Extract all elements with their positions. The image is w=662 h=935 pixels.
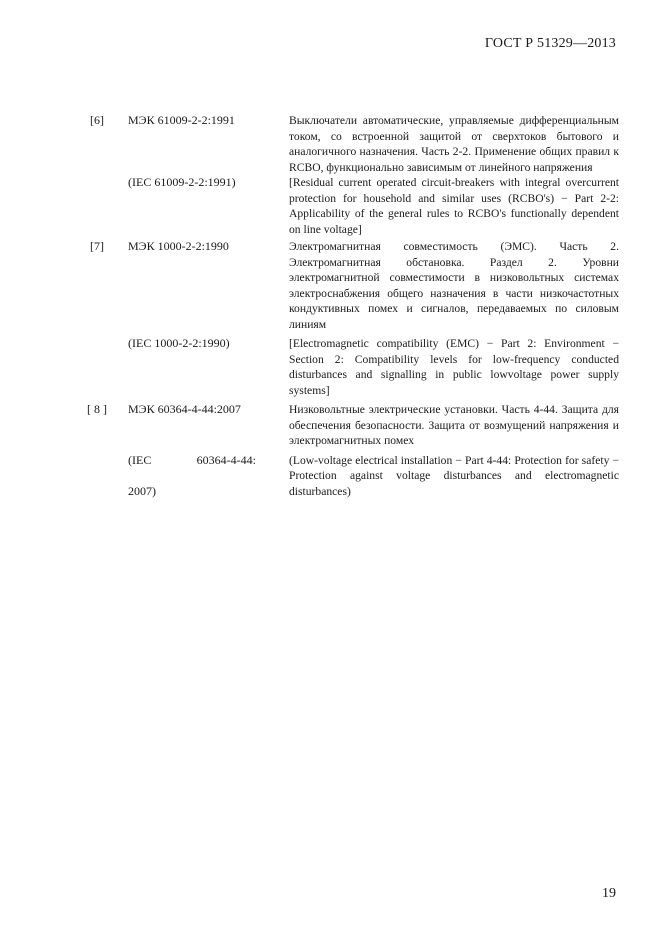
reference-en-entry bbox=[0, 453, 662, 500]
reference-ru-entry bbox=[0, 239, 662, 332]
bibliography-list bbox=[0, 113, 662, 499]
reference-en-title: (Low-voltage electrical installation − Part 4-44: Protection for safety − Protection against voltage disturbances and electromagnetic disturbances) bbox=[289, 453, 619, 498]
reference-en-code: (IEC 1000-2-2:1990) bbox=[128, 336, 230, 350]
reference-number: [ 8 ] bbox=[87, 402, 107, 416]
reference-en-code-line1: (IEC 60364-4-44: bbox=[128, 452, 256, 467]
reference-number: [6] bbox=[90, 113, 104, 127]
reference-en-title: [Residual current operated circuit-breakers with integral overcurrent protection for household and similar uses (RCBO's) − Part 2-2: Applicability of the general rules to RCBO's functionally dependent on line voltage] bbox=[289, 176, 619, 236]
reference-ru-title: Низковольтные электрические установки. Часть 4-44. Защита для обеспечения безопасности. Защита от возмущений напряжения и электромагнитных помех bbox=[289, 403, 619, 447]
document-header: ГОСТ Р 51329—2013 bbox=[484, 36, 616, 51]
reference-en-entry bbox=[0, 336, 662, 398]
reference-ru-code: МЭК 1000-2-2:1990 bbox=[128, 239, 229, 253]
reference-item bbox=[0, 402, 662, 499]
reference-en-code-line2: 2007) bbox=[128, 483, 156, 498]
reference-item bbox=[0, 239, 662, 398]
reference-en-code: (IEC 61009-2-2:1991) bbox=[128, 175, 236, 189]
page-number: 19 bbox=[602, 886, 616, 901]
reference-ru-entry bbox=[0, 402, 662, 449]
reference-number: [7] bbox=[90, 239, 104, 253]
reference-ru-title: Электромагнитная совместимость (ЭМС). Часть 2. Электромагнитная обстановка. Раздел 2. Уровни электромагнитной совместимости в низковольтных системах электроснабжения общего назначения в части низкочастотных кондуктивных помех и сигналов, передаваемых по силовым линиям bbox=[289, 240, 619, 331]
reference-en-entry bbox=[0, 175, 662, 237]
reference-ru-code: МЭК 60364-4-44:2007 bbox=[128, 402, 241, 416]
reference-ru-code: МЭК 61009-2-2:1991 bbox=[128, 113, 235, 127]
reference-ru-title: Выключатели автоматические, управляемые дифференциальным током, со встроенной защитой от сверхтоков бытового и аналогичного назначения. Часть 2-2. Применение общих правил к RCBO, функционально зависимым от линейного напряжения bbox=[289, 114, 619, 174]
reference-item bbox=[0, 113, 662, 237]
reference-en-title: [Electromagnetic compatibility (EMC) − Part 2: Environment − Section 2: Compatibility levels for low-frequency conducted disturbances and signalling in public lowvoltage power supply systems] bbox=[289, 337, 619, 397]
reference-ru-entry bbox=[0, 113, 662, 175]
